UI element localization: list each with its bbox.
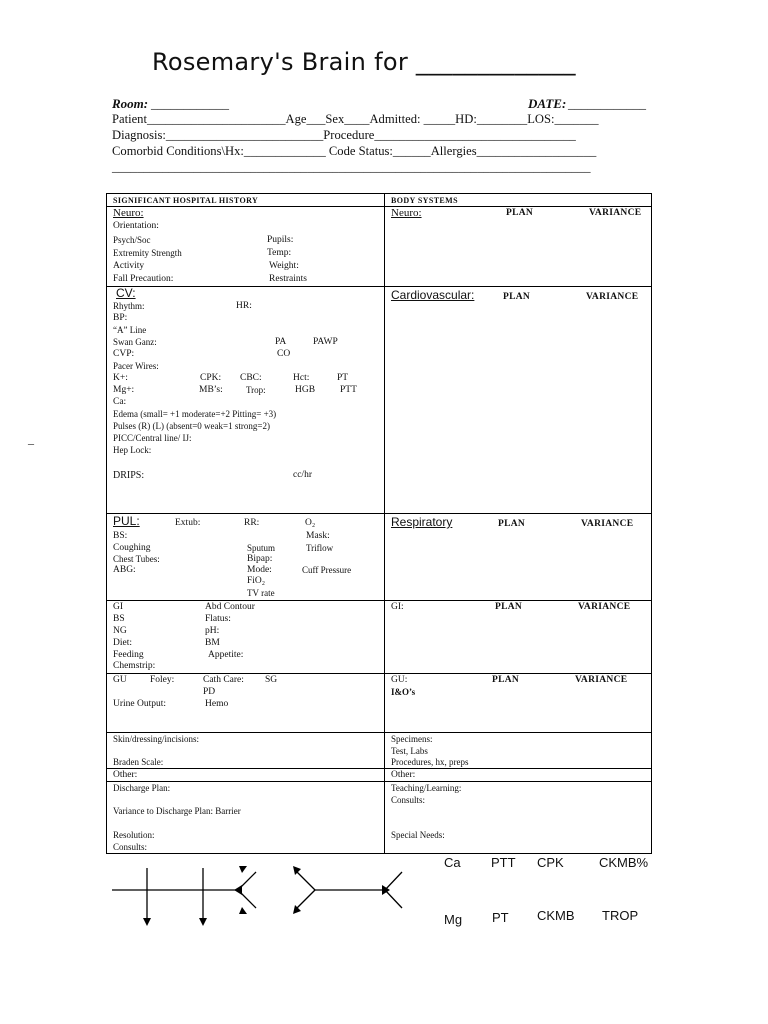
patient-line[interactable]: Patient______________________Age___Sex____Admitted: _____HD:________LOS:_______ (112, 112, 599, 126)
column-divider (384, 194, 385, 853)
foley-field[interactable]: Foley: (150, 675, 175, 685)
pul-heading: PUL: (113, 514, 140, 528)
abg-field[interactable]: ABG: (113, 565, 136, 575)
fishbone-branch (385, 890, 402, 908)
pawp-field[interactable]: PAWP (313, 337, 338, 347)
specimens-field[interactable]: Specimens: (391, 734, 433, 744)
coughing-field[interactable]: Coughing (113, 543, 151, 553)
consults-left-field[interactable]: Consults: (113, 842, 148, 852)
temp-field[interactable]: Temp: (267, 248, 292, 258)
mbs-field[interactable]: MB’s: (199, 385, 223, 395)
gi-field[interactable]: GI (113, 602, 124, 612)
page-title: Rosemary's Brain for _____________ (152, 48, 576, 76)
plan-label: PLAN (498, 519, 526, 529)
feeding-field[interactable]: Feeding (113, 650, 144, 660)
row-divider (107, 732, 651, 733)
diet-field[interactable]: Diet: (113, 638, 132, 648)
hemo-field[interactable]: Hemo (205, 699, 229, 709)
assessment-table (106, 193, 652, 854)
pd-field[interactable]: PD (203, 687, 216, 697)
mg-field[interactable]: Mg+: (113, 385, 135, 395)
arrowhead (293, 905, 301, 914)
arrowhead (239, 907, 247, 914)
k-field[interactable]: K+: (113, 373, 128, 383)
cbc-field[interactable]: CBC: (240, 373, 262, 383)
psych-field[interactable]: Psych/Soc (113, 235, 151, 245)
triflow-field[interactable]: Triflow (306, 543, 334, 553)
io-field[interactable]: I&O’s (391, 687, 416, 697)
skin-field[interactable]: Skin/dressing/incisions: (113, 734, 200, 744)
comorbid-line[interactable]: Comorbid Conditions\Hx:_____________ Code Status:______Allergies___________________ (112, 144, 597, 158)
fio2-field[interactable]: FiO₂ (247, 576, 266, 586)
picc-field[interactable]: PICC/Central line/ IJ: (113, 433, 192, 443)
ph-field[interactable]: pH: (205, 626, 220, 636)
cath-care-field[interactable]: Cath Care: (203, 675, 244, 685)
discharge-plan-field[interactable]: Discharge Plan: (113, 783, 171, 793)
cpk-field[interactable]: CPK: (200, 373, 222, 383)
variance-label: VARIANCE (581, 519, 634, 529)
left-column-header: SIGNIFICANT HOSPITAL HISTORY (113, 196, 259, 205)
lab-fishbone-diagram (100, 860, 420, 932)
date-blank[interactable]: ____________ (568, 96, 646, 111)
blank-line[interactable]: ____________________________________________________________________________ (112, 160, 591, 174)
activity-field[interactable]: Activity (113, 261, 145, 271)
row-divider (107, 673, 651, 674)
special-needs-field[interactable]: Special Needs: (391, 830, 445, 840)
cardiovascular-heading: Cardiovascular: (391, 288, 475, 302)
lab-ptt: PTT (491, 855, 516, 870)
aline-field[interactable]: “A” Line (113, 325, 147, 335)
pacer-field[interactable]: Pacer Wires: (113, 361, 159, 371)
pupils-field[interactable]: Pupils: (267, 235, 294, 245)
bipap-field[interactable]: Bipap: (247, 554, 273, 564)
plan-label: PLAN (506, 208, 534, 218)
arrowhead (234, 885, 242, 895)
arrowhead (199, 918, 207, 926)
lab-pt: PT (492, 910, 509, 925)
extremity-field[interactable]: Extremity Strength (113, 248, 182, 258)
lab-cpk: CPK (537, 855, 564, 870)
neuro-heading: Neuro: (113, 207, 144, 219)
arrowhead (143, 918, 151, 926)
chemstrip-field[interactable]: Chemstrip: (113, 661, 156, 671)
row-divider (107, 513, 651, 514)
mode-field[interactable]: Mode: (247, 565, 272, 575)
sg-field[interactable]: SG (265, 675, 278, 685)
ptt-field[interactable]: PTT (340, 385, 357, 395)
co-field[interactable]: CO (277, 349, 291, 359)
swan-field[interactable]: Swan Ganz: (113, 337, 157, 347)
other-left-field[interactable]: Other: (113, 770, 138, 780)
gu-field[interactable]: GU (113, 675, 127, 685)
variance-label: VARIANCE (589, 208, 642, 218)
row-divider (107, 206, 651, 207)
diagnosis-line[interactable]: Diagnosis:_________________________Procedure________________________________ (112, 128, 576, 142)
room-label: Room: (112, 96, 149, 111)
cuff-pressure-field[interactable]: Cuff Pressure (302, 565, 352, 575)
chest-tubes-field[interactable]: Chest Tubes: (113, 554, 160, 564)
neuro-right-heading: Neuro: (391, 207, 422, 219)
pt-field[interactable]: PT (337, 373, 349, 383)
pulses-field[interactable]: Pulses (R) (L) (absent=0 weak=1 strong=2) (113, 421, 270, 431)
lab-trop: TROP (602, 908, 639, 923)
hr-field[interactable]: HR: (236, 301, 252, 311)
consults-right-field[interactable]: Consults: (391, 795, 426, 805)
sputum-field[interactable]: Sputum (247, 543, 276, 553)
urine-output-field[interactable]: Urine Output: (113, 699, 167, 709)
gu-right-heading: GU: (391, 675, 408, 685)
lab-ckmb: CKMB (537, 908, 575, 923)
cchr-field[interactable]: cc/hr (293, 470, 312, 480)
abd-contour-field[interactable]: Abd Contour (205, 602, 255, 612)
o2-field[interactable]: O₂ (305, 518, 316, 528)
plan-label: PLAN (492, 675, 520, 685)
teaching-field[interactable]: Teaching/Learning: (391, 783, 462, 793)
extub-field[interactable]: Extub: (175, 518, 201, 528)
row-divider (107, 781, 651, 782)
flatus-field[interactable]: Flatus: (205, 614, 231, 624)
arrowhead (239, 866, 247, 873)
rr-field[interactable]: RR: (244, 518, 260, 528)
row-divider (107, 286, 651, 287)
tests-labs-field[interactable]: Test, Labs (391, 746, 428, 756)
variance-label: VARIANCE (578, 602, 631, 612)
ca-field[interactable]: Ca: (113, 397, 127, 407)
date-label: DATE: (528, 96, 567, 111)
row-divider (107, 600, 651, 601)
hgb-field[interactable]: HGB (295, 385, 316, 395)
right-column-header: BODY SYSTEMS (391, 196, 458, 205)
trop-field[interactable]: Trop: (246, 385, 266, 395)
bp-field[interactable]: BP: (113, 313, 128, 323)
restraints-field[interactable]: Restraints (269, 274, 307, 284)
margin-mark: _ (28, 432, 34, 446)
pa-field[interactable]: PA (275, 337, 287, 347)
lab-ckmb-percent: CKMB% (599, 855, 649, 870)
rhythm-field[interactable]: Rhythm: (113, 301, 145, 311)
tvrate-field[interactable]: TV rate (247, 588, 275, 598)
plan-label: PLAN (495, 602, 523, 612)
drips-field[interactable]: DRIPS: (113, 470, 145, 481)
mask-field[interactable]: Mask: (306, 531, 330, 541)
resolution-field[interactable]: Resolution: (113, 830, 155, 840)
lab-mg: Mg (444, 912, 463, 927)
heplock-field[interactable]: Hep Lock: (113, 445, 152, 455)
edema-field[interactable]: Edema (small= +1 moderate=+2 Pitting= +3) (113, 409, 277, 419)
plan-label: PLAN (503, 292, 531, 302)
hct-field[interactable]: Hct: (293, 373, 310, 383)
ng-field[interactable]: NG (113, 626, 127, 636)
room-blank[interactable]: ____________ (151, 96, 229, 111)
bs-field[interactable]: BS: (113, 531, 128, 541)
arrowhead (293, 866, 301, 875)
gi-right-heading: GI: (391, 602, 404, 612)
fishbone-branch (385, 872, 402, 890)
cvp-field[interactable]: CVP: (113, 349, 135, 359)
procedures-field[interactable]: Procedures, hx, preps (391, 757, 469, 767)
discharge-variance-field[interactable]: Variance to Discharge Plan: Barrier (113, 806, 241, 816)
appetite-field[interactable]: Appetite: (208, 650, 244, 660)
weight-field[interactable]: Weight: (269, 261, 299, 271)
variance-label: VARIANCE (575, 675, 628, 685)
variance-label: VARIANCE (586, 292, 639, 302)
gi-bs-field[interactable]: BS (113, 614, 125, 624)
fishbone-branch (295, 890, 315, 910)
other-right-field[interactable]: Other: (391, 770, 416, 780)
braden-field[interactable]: Braden Scale: (113, 757, 164, 767)
lab-ca: Ca (444, 855, 461, 870)
fishbone-branch (295, 870, 315, 890)
respiratory-heading: Respiratory (391, 515, 453, 529)
cv-heading: CV: (116, 286, 136, 300)
bm-field[interactable]: BM (205, 638, 220, 648)
fall-field[interactable]: Fall Precaution: (113, 274, 174, 284)
row-divider (107, 768, 651, 769)
orientation-field[interactable]: Orientation: (113, 221, 159, 231)
